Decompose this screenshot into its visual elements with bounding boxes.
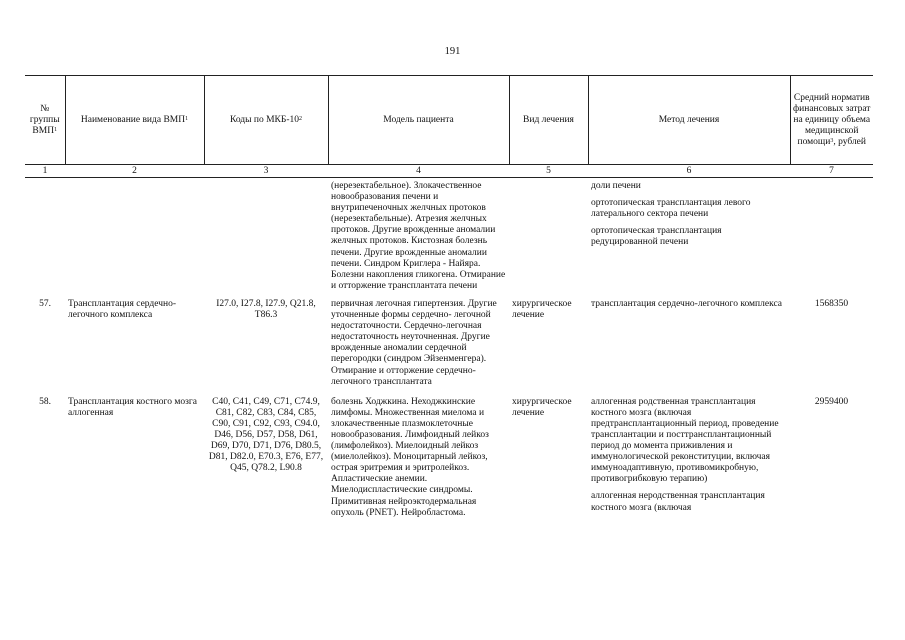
table-row-continuation xyxy=(25,178,873,298)
column-number: 1 xyxy=(25,165,65,178)
page-number: 191 xyxy=(444,46,461,57)
treatment-method-cell xyxy=(588,298,790,396)
treatment-type-cell: хирургическое лечение xyxy=(512,298,572,321)
column-number: 7 xyxy=(790,165,873,178)
icd-codes-cell: I27.0, I27.8, I27.9, Q21.8, T86.3 xyxy=(216,298,316,321)
group-number-cell: 58. xyxy=(39,396,51,407)
column-number: 4 xyxy=(328,165,509,178)
header-patient-model: Модель пациента xyxy=(328,76,509,165)
patient-model-cell: болезнь Ходжкина. Неходжкинские лимфомы. Множественная миелома и злокачественные плазмоклеточные новообразования. Лимфоидный лейкоз (лимфолейкоз). Миелоидный лейкоз (миелолейкоз). Моноцитарный лейкоз, острая эритремия и эритролейкоз. Апластические анемии. Миелодиспластические синдромы. Примитивная нейроэктодермальная опухоль (PNET). Нейробластома. xyxy=(331,396,489,518)
column-number: 6 xyxy=(588,165,790,178)
header-treatment-type: Вид лечения xyxy=(509,76,588,165)
method-item: аллогенная родственная трансплантация костного мозга (включая предтрансплантационный период, проведение трансплантации и посттрансплантационный период до момента приживления и иммунологической реконституции, включая иммуноадаптивную, противомикробную, противогрибковую терапию) xyxy=(591,396,779,485)
patient-model-cell: (нерезектабельное). Злокачественное новообразования печени и внутрипеченочных желчных протоков (нерезектабельные). Атрезия желчных протоков. Другие врожденные аномалии желчных протоков. Кистозная болезнь печени. Другие врожденные аномалии печени. Синдром Криглера - Найяра. Болезни накопления гликогена. Отмирание и отторжение трансплантата печени xyxy=(331,181,506,291)
header-icd-codes: Коды по МКБ-$10^2$ xyxy=(204,76,328,165)
method-item: ортотопическая трансплантация редуцированной печени xyxy=(591,226,722,248)
treatment-type-cell: хирургическое лечение xyxy=(512,396,572,418)
method-item: аллогенная неродственная трансплантация костного мозга (включая xyxy=(591,491,765,513)
treatment-method-cell xyxy=(588,178,790,298)
method-item: доли печени xyxy=(591,181,641,191)
vmp-table xyxy=(25,75,873,519)
patient-model-cell: первичная легочная гипертензия. Другие уточненные формы сердечно- легочной недостаточности. Сердечно-легочная недостаточность неуточненная. Другие врожденные аномалии сердечной перегородки (синдром Эйзенменгера). Отмирание и отторжение сердечно-легочного трансплантата xyxy=(331,298,497,387)
header-vmp-name: Наименование вида ВМП$^1$ xyxy=(65,76,204,165)
vmp-name-cell: Трансплантация костного мозга аллогенная xyxy=(68,396,197,418)
method-item: ортотопическая трансплантация левого латерального сектора печени xyxy=(591,198,751,220)
header-cost-norm: Средний норматив финансовых затрат на единицу объема медицинской помощи$^3$, рублей xyxy=(790,76,873,165)
vmp-name-cell: Трансплантация сердечно-легочного комплекса xyxy=(68,298,176,321)
header-treatment-method: Метод лечения xyxy=(588,76,790,165)
column-number-row xyxy=(25,165,873,178)
group-number-cell: 57. xyxy=(39,298,51,309)
treatment-method-cell xyxy=(588,396,790,519)
icd-codes-cell: C40, C41, C49, C71, C74.9, C81, C82, C83, C84, C85, C90, C91, C92, C93, C94.0, D46, D56, D57, D58, D61, D69, D70, D71, D76, D80.5, D81, D82.0, E70.3, E76, E77, Q45, Q78.2, L90.8 xyxy=(208,396,324,474)
header-group-number: № группы ВМП$^1$ xyxy=(25,76,65,165)
table-row xyxy=(25,298,873,396)
cost-norm-cell: 1568350 xyxy=(814,298,849,309)
column-number: 3 xyxy=(204,165,328,178)
column-number: 5 xyxy=(509,165,588,178)
column-number: 2 xyxy=(65,165,204,178)
header-row xyxy=(25,76,873,165)
cost-norm-cell: 2959400 xyxy=(814,396,849,407)
table-row xyxy=(25,396,873,519)
method-item: трансплантация сердечно-легочного комплекса xyxy=(591,298,783,309)
